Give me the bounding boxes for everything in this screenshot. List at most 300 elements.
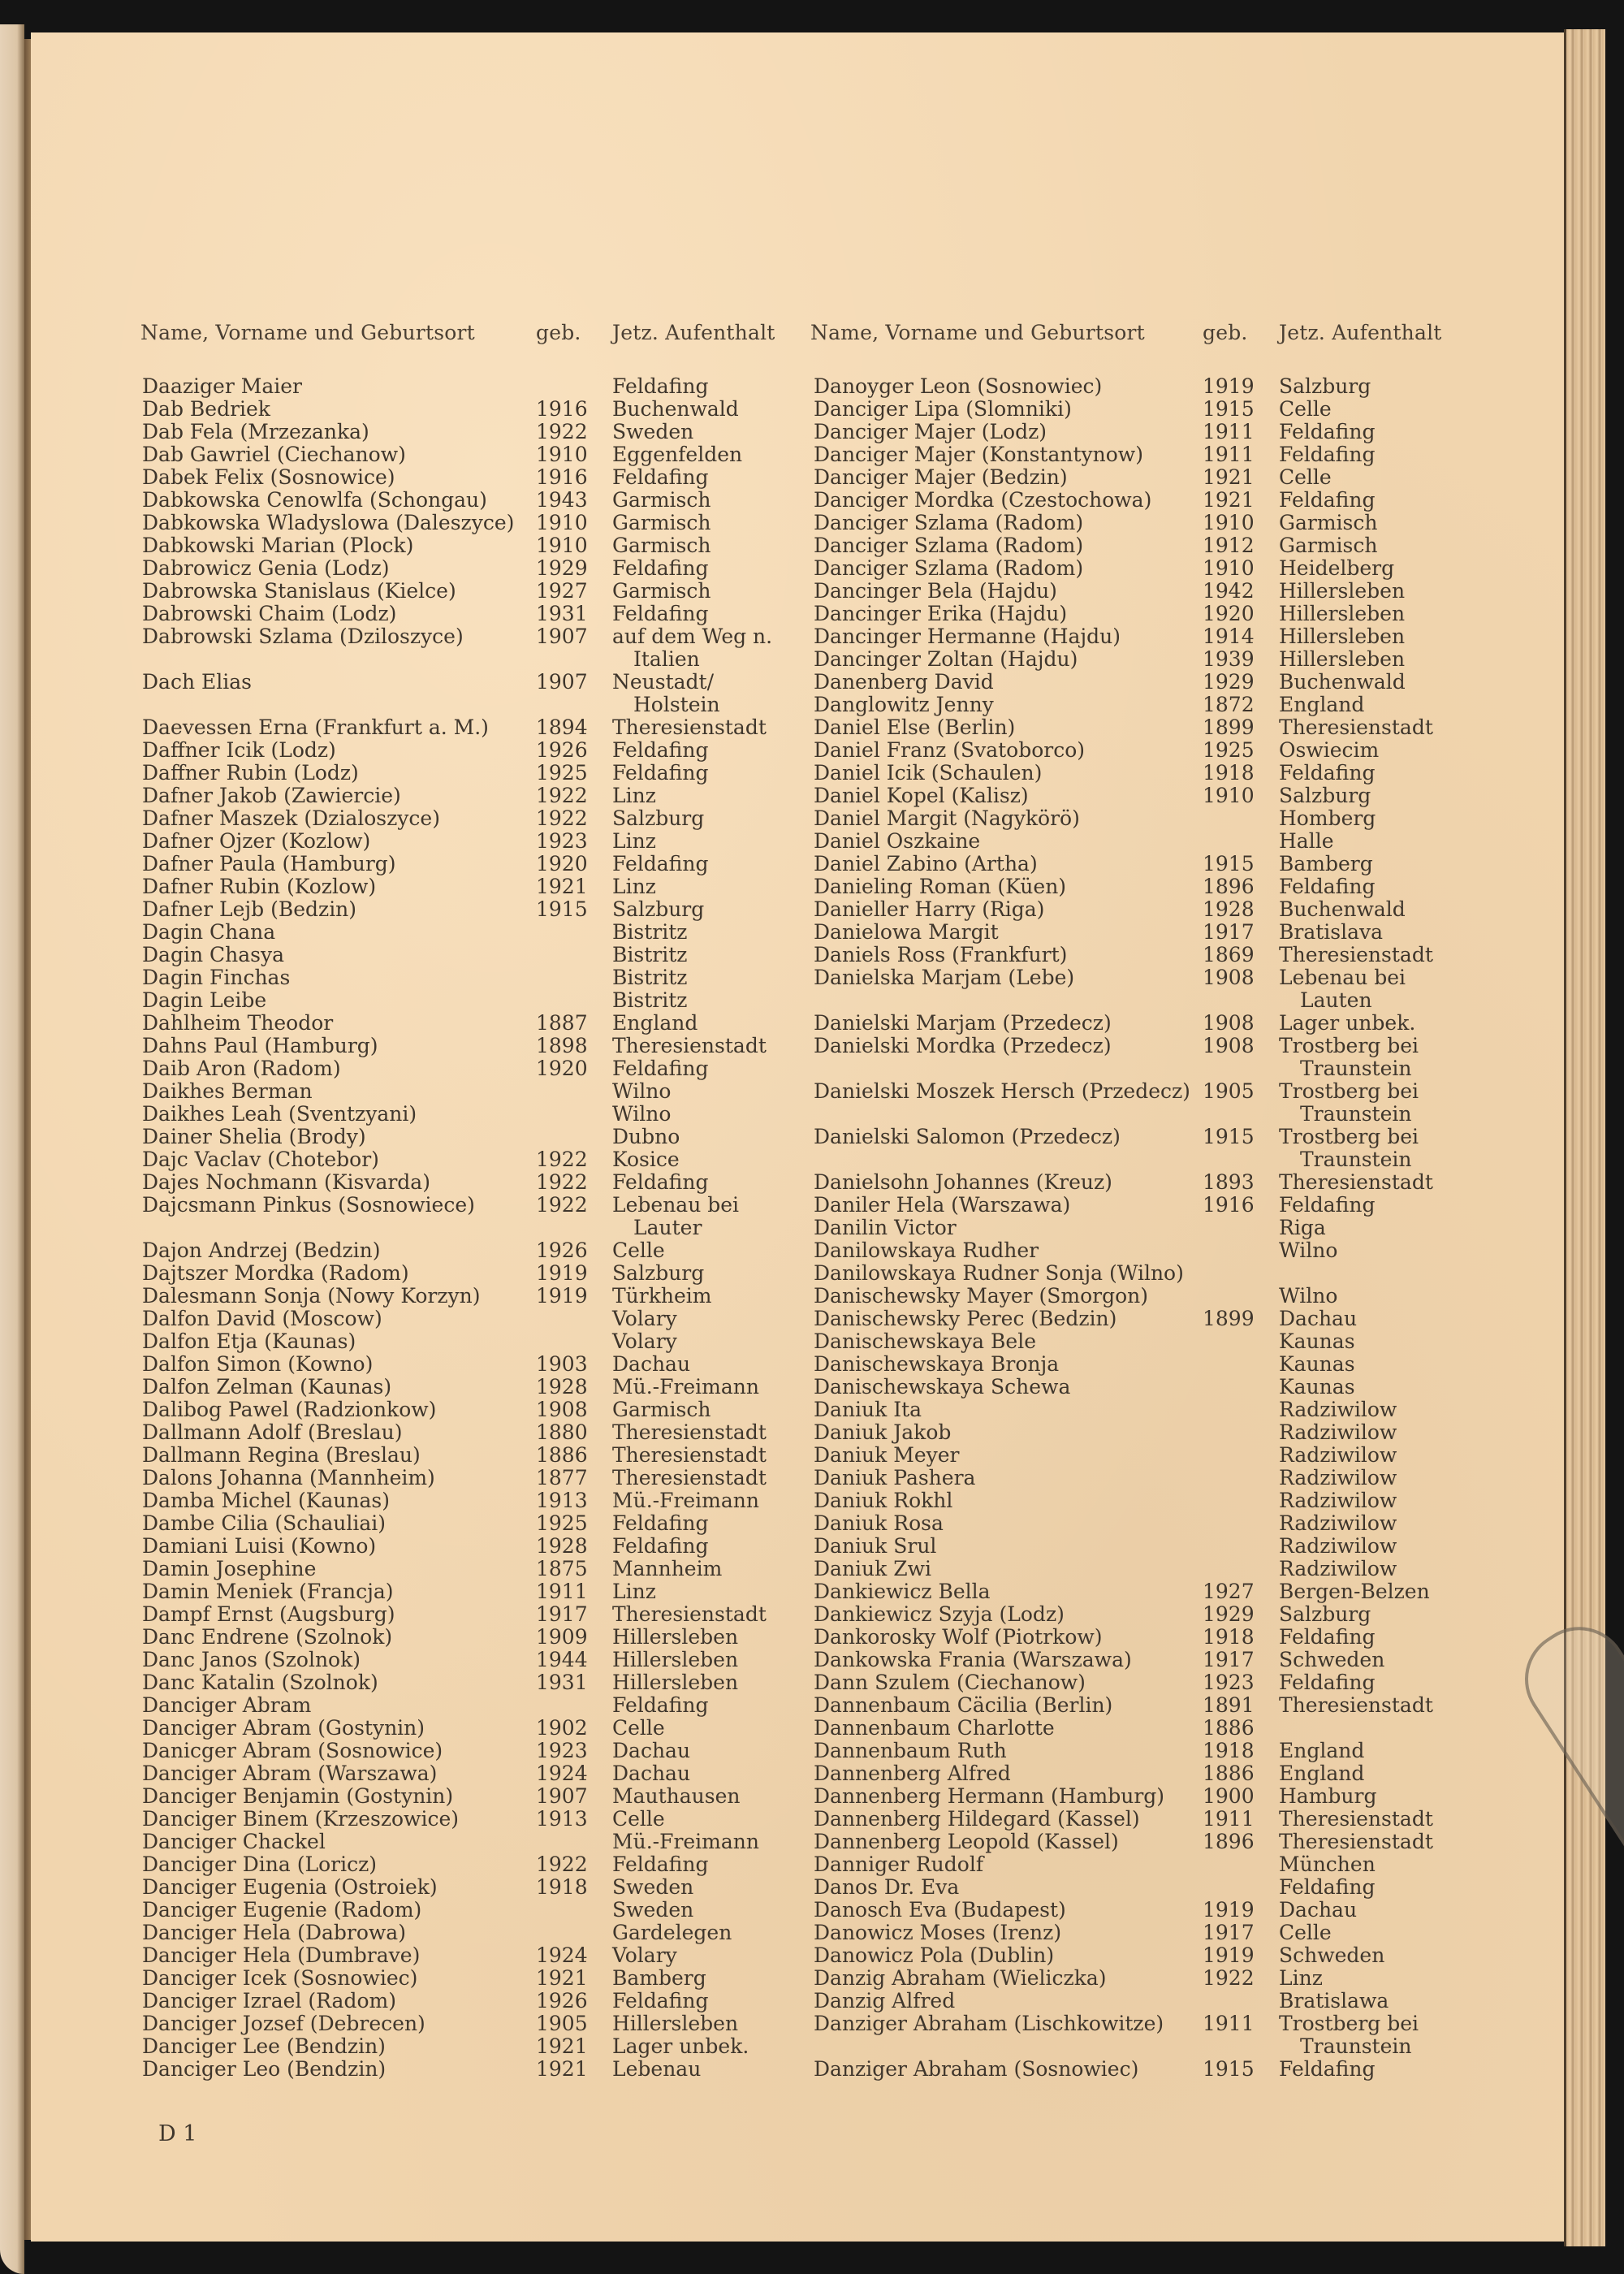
residence-line: England	[1279, 1739, 1365, 1762]
residence-line: Theresienstadt	[612, 1602, 767, 1626]
residence-line: Theresienstadt	[612, 1443, 767, 1467]
entry-residence	[1279, 1990, 1522, 2012]
table-row	[814, 1194, 1522, 1217]
entry-residence	[1279, 830, 1522, 853]
entry-name: Danischewsky Mayer (Smorgon)	[814, 1284, 1149, 1308]
table-row	[142, 2035, 856, 2058]
residence-line: Dachau	[612, 1352, 691, 1376]
table-row	[142, 1262, 856, 1285]
entry-born	[536, 944, 612, 966]
entry-residence	[1279, 603, 1522, 625]
entry-residence	[1279, 443, 1522, 466]
entry-born: 1919	[1203, 1943, 1255, 1967]
entry-name: Daniuk Pashera	[814, 1466, 976, 1489]
residence-line: Feldafing	[1279, 443, 1376, 466]
entry-residence	[1279, 1171, 1522, 1194]
entry-born: 1911	[536, 1580, 588, 1603]
table-row	[814, 398, 1522, 421]
table-row	[814, 648, 1522, 671]
residence-line: Volary	[612, 1329, 677, 1353]
residence-line: Bistritz	[612, 988, 688, 1012]
entry-residence	[1279, 1194, 1522, 1217]
entry-name: Danenberg David	[814, 670, 994, 694]
entry-name: Damiani Luisi (Kowno)	[142, 1534, 377, 1558]
entry-name: Danciger Dina (Loricz)	[142, 1852, 378, 1876]
entry-residence	[1279, 1580, 1522, 1603]
entry-name: Danischewskaya Bele	[814, 1329, 1036, 1353]
entry-born: 1919	[536, 1261, 588, 1285]
entry-name: Dabkowski Marian (Plock)	[142, 534, 414, 557]
entry-born: 1877	[536, 1466, 588, 1489]
residence-line: Salzburg	[1279, 1602, 1371, 1626]
table-row	[814, 1580, 1522, 1603]
entry-born: 1872	[1203, 693, 1255, 716]
entry-born: 1921	[536, 2057, 588, 2081]
residence-line: Garmisch	[1279, 534, 1378, 557]
entry-residence	[1279, 694, 1522, 716]
residence-line: Dachau	[612, 1739, 691, 1762]
table-row	[142, 989, 856, 1012]
entry-name: Dajcsmann Pinkus (Sosnowiece)	[142, 1193, 475, 1217]
entry-residence	[1279, 1444, 1522, 1467]
residence-line: England	[1279, 693, 1365, 716]
entry-born: 1911	[1203, 1807, 1255, 1831]
entry-residence	[1279, 762, 1522, 785]
table-row	[142, 466, 856, 489]
residence-line: Lebenau bei	[612, 1193, 740, 1217]
entry-born: 1911	[1203, 443, 1255, 466]
table-row	[142, 1035, 856, 1057]
entry-born: 1886	[536, 1443, 588, 1467]
table-row	[814, 1899, 1522, 1922]
entry-name: Damin Meniek (Francja)	[142, 1580, 394, 1603]
entry-born: 1925	[536, 761, 588, 785]
entry-residence	[1279, 1762, 1522, 1785]
entry-name: Dahlheim Theodor	[142, 1011, 334, 1035]
entry-born: 1927	[536, 579, 588, 603]
entry-born: 1902	[536, 1716, 588, 1740]
table-row	[814, 625, 1522, 648]
entry-residence	[1279, 785, 1522, 807]
right-column-list	[814, 375, 1522, 2081]
entry-born: 1928	[536, 1375, 588, 1399]
entry-born: 1886	[1203, 1762, 1255, 1785]
table-row	[142, 1353, 856, 1376]
entry-born: 1925	[536, 1511, 588, 1535]
table-row	[142, 1626, 856, 1649]
entry-born: 1917	[536, 1602, 588, 1626]
entry-name: Dancinger Zoltan (Hajdu)	[814, 647, 1078, 671]
entry-name: Dab Fela (Mrzezanka)	[142, 420, 369, 443]
entry-born: 1918	[1203, 1739, 1255, 1762]
entry-born: 1899	[1203, 715, 1255, 739]
entry-residence	[1279, 1967, 1522, 1990]
residence-line: Radziwilow	[1279, 1443, 1397, 1467]
entry-born	[1203, 1239, 1279, 1262]
entry-born	[1203, 1558, 1279, 1580]
residence-line: München	[1279, 1852, 1376, 1876]
entry-born	[536, 1308, 612, 1330]
entry-born: 1928	[536, 1534, 588, 1558]
table-row	[142, 830, 856, 853]
table-row	[142, 1308, 856, 1330]
entry-born: 1922	[536, 1193, 588, 1217]
table-row	[142, 398, 856, 421]
residence-line: Garmisch	[612, 534, 711, 557]
entry-residence	[1279, 1012, 1522, 1035]
entry-name: Daevessen Erna (Frankfurt a. M.)	[142, 715, 489, 739]
table-row	[814, 1012, 1522, 1035]
entry-born	[536, 375, 612, 398]
entry-name: Daniuk Zwi	[814, 1557, 932, 1580]
entry-residence	[1279, 2012, 1522, 2058]
table-row	[142, 375, 856, 398]
table-row	[142, 1990, 856, 2012]
entry-residence	[1279, 716, 1522, 739]
table-row	[814, 2012, 1522, 2058]
entry-born: 1923	[1203, 1671, 1255, 1694]
entry-born: 1922	[536, 420, 588, 443]
entry-born: 1915	[1203, 397, 1255, 421]
entry-born: 1909	[536, 1625, 588, 1649]
residence-line: Linz	[612, 829, 656, 853]
entry-residence	[1279, 1876, 1522, 1899]
residence-line: Lebenau bei	[1279, 966, 1406, 989]
entry-name: Dabrowski Szlama (Dziloszyce)	[142, 625, 464, 648]
residence-line: Hillersleben	[1279, 602, 1406, 625]
entry-name: Dafner Ojzer (Kozlow)	[142, 829, 371, 853]
residence-line: Wilno	[1279, 1239, 1338, 1262]
table-row	[814, 603, 1522, 625]
table-row	[142, 1762, 856, 1785]
entry-residence	[1279, 1308, 1522, 1330]
table-row	[814, 921, 1522, 944]
table-row	[142, 1717, 856, 1740]
entry-residence	[1279, 1399, 1522, 1421]
residence-line: Hillersleben	[612, 1671, 739, 1694]
entry-name: Daniler Hela (Warszawa)	[814, 1193, 1071, 1217]
entry-name: Dann Szulem (Ciechanow)	[814, 1671, 1086, 1694]
entry-born	[1203, 1876, 1279, 1899]
table-row	[142, 944, 856, 966]
table-row	[814, 375, 1522, 398]
table-row	[142, 603, 856, 625]
entry-born: 1907	[536, 1784, 588, 1808]
entry-name: Dalfon Etja (Kaunas)	[142, 1329, 356, 1353]
table-row	[814, 830, 1522, 853]
table-row	[142, 762, 856, 785]
residence-line: Dachau	[612, 1762, 691, 1785]
entry-residence	[1279, 921, 1522, 944]
table-row	[142, 1421, 856, 1444]
entry-born	[536, 921, 612, 944]
entry-born: 1887	[536, 1011, 588, 1035]
residence-line: Sweden	[612, 1875, 694, 1899]
residence-line: Wilno	[612, 1079, 672, 1103]
table-row	[142, 557, 856, 580]
entry-born: 1891	[1203, 1693, 1255, 1717]
entry-residence	[1279, 648, 1522, 671]
entry-name: Dab Gawriel (Ciechanow)	[142, 443, 406, 466]
entry-name: Danielski Mordka (Przedecz)	[814, 1034, 1112, 1057]
table-row	[814, 1399, 1522, 1421]
entry-residence	[1279, 512, 1522, 534]
table-row	[814, 944, 1522, 966]
table-row	[142, 1740, 856, 1762]
entry-born: 1923	[536, 1739, 588, 1762]
residence-line: Feldafing	[612, 1170, 709, 1194]
entry-name: Danciger Hela (Dumbrave)	[142, 1943, 421, 1967]
entry-name: Daniel Else (Berlin)	[814, 715, 1016, 739]
table-row	[814, 1717, 1522, 1740]
table-row	[814, 1171, 1522, 1194]
residence-line: Lager unbek.	[612, 2034, 749, 2058]
table-row	[814, 580, 1522, 603]
table-row	[814, 1853, 1522, 1876]
entry-name: Danielski Salomon (Przedecz)	[814, 1125, 1121, 1148]
entry-name: Danilin Victor	[814, 1216, 957, 1239]
entry-residence	[1279, 944, 1522, 966]
entry-name: Danielski Moszek Hersch (Przedecz)	[814, 1079, 1190, 1103]
entry-born: 1920	[536, 1057, 588, 1080]
entry-name: Daniuk Rokhl	[814, 1489, 953, 1512]
entry-born: 1886	[1203, 1716, 1255, 1740]
entry-name: Dafner Jakob (Zawiercie)	[142, 784, 401, 807]
entry-residence	[1279, 398, 1522, 421]
residence-line: Buchenwald	[1279, 670, 1406, 694]
table-row	[814, 512, 1522, 534]
table-row	[142, 1012, 856, 1035]
residence-line: Mauthausen	[612, 1784, 741, 1808]
residence-line: Kaunas	[1279, 1352, 1355, 1376]
table-row	[814, 1649, 1522, 1671]
table-row	[814, 1967, 1522, 1990]
entry-name: Dafner Paula (Hamburg)	[142, 852, 396, 875]
residence-line: Bamberg	[612, 1966, 706, 1990]
table-row	[142, 1580, 856, 1603]
table-row	[142, 1876, 856, 1899]
table-row	[814, 1671, 1522, 1694]
entry-residence	[1279, 1649, 1522, 1671]
entry-name: Dannenberg Hermann (Hamburg)	[814, 1784, 1165, 1808]
entry-name: Damba Michel (Kaunas)	[142, 1489, 390, 1512]
table-row	[142, 807, 856, 830]
table-row	[814, 1262, 1522, 1285]
residence-line: Radziwilow	[1279, 1398, 1397, 1421]
entry-residence	[1279, 1740, 1522, 1762]
entry-born	[536, 1899, 612, 1922]
entry-born: 1911	[1203, 2012, 1255, 2035]
residence-line: Dachau	[1279, 1307, 1358, 1330]
table-row	[814, 489, 1522, 512]
table-row	[814, 716, 1522, 739]
table-row	[814, 762, 1522, 785]
residence-line: Sweden	[612, 1898, 694, 1922]
entry-born	[1203, 1353, 1279, 1376]
entry-residence	[1279, 1262, 1522, 1285]
residence-line: Gardelegen	[612, 1921, 732, 1944]
entry-residence	[1279, 898, 1522, 921]
entry-born: 1929	[1203, 1602, 1255, 1626]
entry-born: 1924	[536, 1943, 588, 1967]
table-row	[142, 1330, 856, 1353]
entry-residence	[1279, 1671, 1522, 1694]
residence-continuation: Lauten	[1300, 988, 1372, 1012]
residence-line: Mü.-Freimann	[612, 1489, 759, 1512]
entry-born: 1916	[1203, 1193, 1255, 1217]
residence-line: Salzburg	[1279, 784, 1371, 807]
entry-name: Dancinger Bela (Hajdu)	[814, 579, 1057, 603]
residence-line: Hillersleben	[612, 1625, 739, 1649]
residence-line: Theresienstadt	[1279, 1807, 1433, 1831]
residence-continuation: Traunstein	[1300, 2034, 1412, 2058]
entry-born: 1910	[1203, 784, 1255, 807]
residence-line: Bratislava	[1279, 920, 1384, 944]
entry-born: 1869	[1203, 943, 1255, 966]
residence-line: Dubno	[612, 1125, 680, 1148]
residence-line: Salzburg	[612, 1261, 705, 1285]
entry-name: Dabrowicz Genia (Lodz)	[142, 556, 390, 580]
entry-residence	[1279, 489, 1522, 512]
table-row	[814, 1762, 1522, 1785]
page-signature: D 1	[158, 2121, 197, 2146]
entry-name: Danciger Icek (Sosnowiec)	[142, 1966, 418, 1990]
table-row	[814, 421, 1522, 443]
table-row	[142, 716, 856, 739]
residence-line: Linz	[612, 875, 656, 898]
table-row	[142, 1808, 856, 1831]
table-row	[814, 1489, 1522, 1512]
table-row	[142, 853, 856, 875]
entry-born: 1918	[536, 1875, 588, 1899]
residence-line: Kaunas	[1279, 1329, 1355, 1353]
table-row	[142, 898, 856, 921]
entry-born: 1929	[1203, 670, 1255, 694]
entry-born: 1910	[536, 534, 588, 557]
residence-line: Sweden	[612, 420, 694, 443]
residence-line: Linz	[612, 1580, 656, 1603]
table-row	[814, 1421, 1522, 1444]
residence-line: Theresienstadt	[1279, 943, 1433, 966]
entry-name: Dafner Rubin (Kozlow)	[142, 875, 377, 898]
entry-born: 1896	[1203, 1830, 1255, 1853]
entry-born: 1915	[1203, 852, 1255, 875]
entry-born: 1922	[536, 1852, 588, 1876]
entry-residence	[1279, 875, 1522, 898]
table-row	[814, 443, 1522, 466]
entry-residence	[1279, 1376, 1522, 1399]
entry-name: Dalfon Simon (Kowno)	[142, 1352, 374, 1376]
entry-born: 1917	[1203, 1648, 1255, 1671]
residence-line: Feldafing	[612, 465, 709, 489]
entry-name: Daniel Franz (Svatoborco)	[814, 738, 1086, 762]
entry-name: Danciger Binem (Krzeszowice)	[142, 1807, 460, 1831]
entry-name: Dannenberg Leopold (Kassel)	[814, 1830, 1119, 1853]
entry-residence	[1279, 1217, 1522, 1239]
entry-born: 1910	[1203, 556, 1255, 580]
entry-born: 1907	[536, 625, 588, 648]
entry-born: 1922	[536, 1148, 588, 1171]
residence-line: Celle	[612, 1716, 665, 1740]
entry-born: 1915	[1203, 2057, 1255, 2081]
entry-born: 1896	[1203, 875, 1255, 898]
residence-line: Wilno	[612, 1102, 672, 1126]
left-column-list	[142, 375, 856, 2081]
entry-name: Danglowitz Jenny	[814, 693, 994, 716]
entry-name: Dalibog Pawel (Radzionkow)	[142, 1398, 437, 1421]
entry-born: 1916	[536, 465, 588, 489]
residence-line: Feldafing	[1279, 420, 1376, 443]
entry-born: 1905	[536, 2012, 588, 2035]
entry-name: Dannenbaum Charlotte	[814, 1716, 1055, 1740]
residence-continuation: Traunstein	[1300, 1148, 1412, 1171]
table-row	[142, 1171, 856, 1194]
entry-residence	[1279, 1285, 1522, 1308]
table-row	[814, 1512, 1522, 1535]
table-row	[142, 534, 856, 557]
entry-residence	[1279, 1626, 1522, 1649]
entry-name: Dagin Chasya	[142, 943, 284, 966]
table-row	[814, 1785, 1522, 1808]
entry-residence	[1279, 534, 1522, 557]
entry-born: 1926	[536, 1239, 588, 1262]
table-row	[142, 1899, 856, 1922]
entry-name: Dabrowski Chaim (Lodz)	[142, 602, 397, 625]
residence-line: Celle	[1279, 465, 1332, 489]
entry-born: 1917	[1203, 920, 1255, 944]
table-row	[142, 1194, 856, 1239]
entry-born	[1203, 1535, 1279, 1558]
table-row	[814, 2058, 1522, 2081]
table-row	[814, 1990, 1522, 2012]
entry-name: Danziger Abraham (Lischkowitze)	[814, 2012, 1164, 2035]
residence-line: Lager unbek.	[1279, 1011, 1416, 1035]
table-row	[814, 785, 1522, 807]
residence-line: Radziwilow	[1279, 1511, 1397, 1535]
entry-name: Dancinger Hermanne (Hajdu)	[814, 625, 1121, 648]
entry-name: Dagin Leibe	[142, 988, 267, 1012]
table-row	[814, 1080, 1522, 1126]
table-row	[142, 1694, 856, 1717]
entry-name: Danischewskaya Bronja	[814, 1352, 1060, 1376]
entry-name: Daniel Oszkaine	[814, 829, 981, 853]
entry-born: 1913	[536, 1489, 588, 1512]
table-row	[142, 1126, 856, 1148]
residence-line: Mü.-Freimann	[612, 1375, 759, 1399]
entry-name: Dannenbaum Cäcilia (Berlin)	[814, 1693, 1113, 1717]
residence-line: Bistritz	[612, 966, 688, 989]
entry-name: Dainer Shelia (Brody)	[142, 1125, 366, 1148]
entry-born: 1919	[536, 1284, 588, 1308]
table-row	[814, 1922, 1522, 1944]
entry-born: 1922	[536, 806, 588, 830]
entry-name: Danciger Szlama (Radom)	[814, 511, 1084, 534]
residence-line: Trostberg bei	[1279, 1034, 1419, 1057]
entry-born: 1922	[536, 784, 588, 807]
entry-name: Danciger Izrael (Radom)	[142, 1989, 396, 2012]
entry-name: Dajon Andrzej (Bedzin)	[142, 1239, 381, 1262]
table-row	[142, 1831, 856, 1853]
residence-line: Hillersleben	[612, 2012, 739, 2035]
entry-name: Danos Dr. Eva	[814, 1875, 960, 1899]
entry-born: 1919	[1203, 1898, 1255, 1922]
entry-born: 1911	[1203, 420, 1255, 443]
entry-name: Danielski Marjam (Przedecz)	[814, 1011, 1112, 1035]
table-row	[814, 875, 1522, 898]
entry-residence	[1279, 1489, 1522, 1512]
entry-born: 1939	[1203, 647, 1255, 671]
entry-born: 1907	[536, 670, 588, 694]
